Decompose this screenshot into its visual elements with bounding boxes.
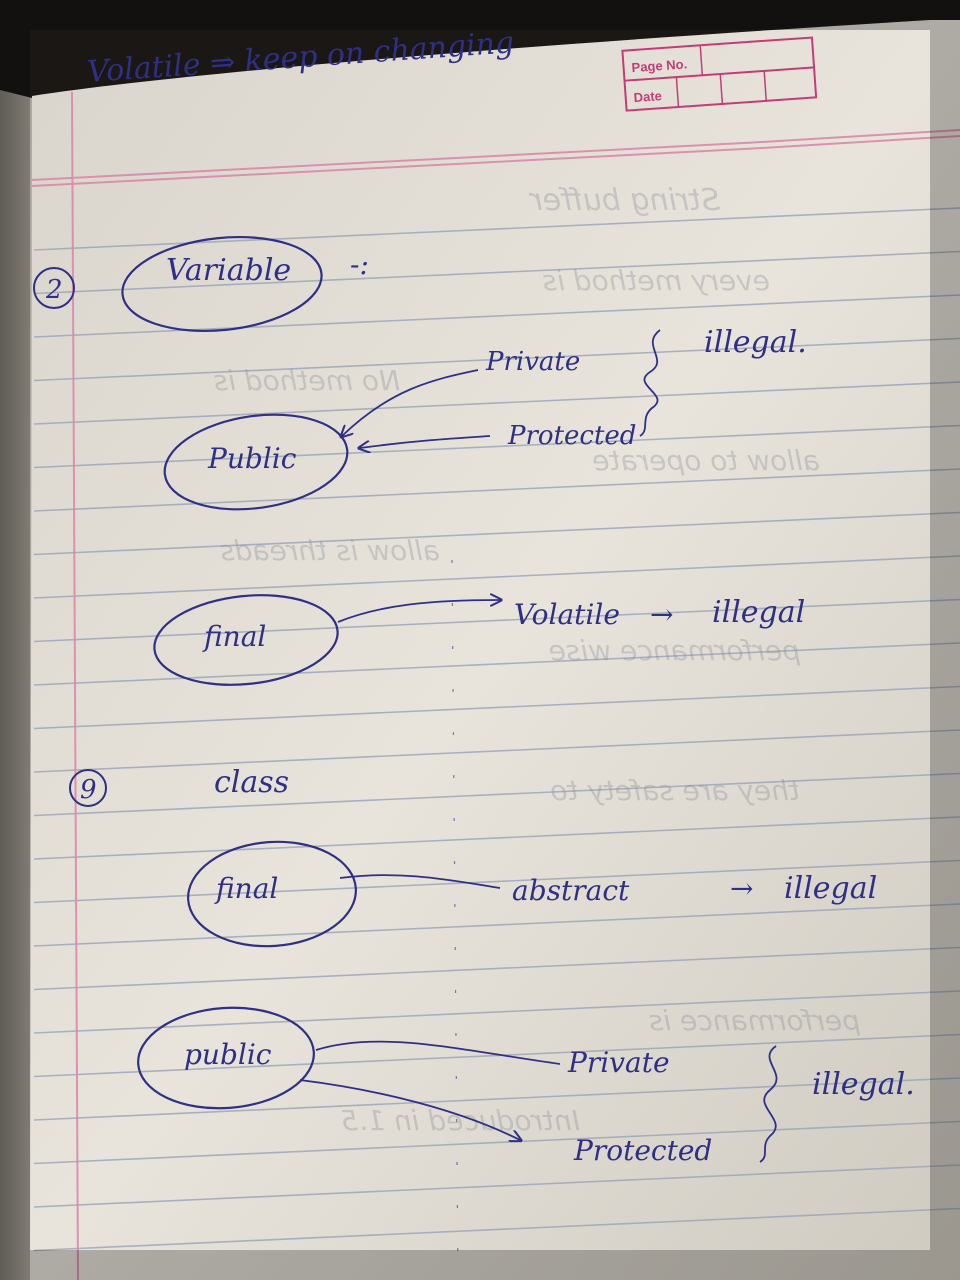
variable-label: Variable (166, 253, 292, 288)
illegal-result: illegal. (704, 325, 807, 360)
svg-text:String buffer: String buffer (530, 183, 720, 218)
page-no-label: Page No. (631, 56, 688, 76)
illegal-result: illegal. (812, 1067, 915, 1102)
svg-text:allow is threads: allow is threads (220, 534, 440, 567)
colon-symbol: -: (350, 248, 369, 281)
final-label: final (216, 872, 279, 905)
public-label: Public (208, 442, 297, 475)
volatile-target: Volatile (514, 598, 620, 631)
svg-text:2: 2 (46, 275, 63, 305)
svg-text:every method is: every method is (542, 264, 770, 297)
private-target: Private (568, 1046, 670, 1079)
final-label: final (204, 620, 267, 653)
title-note: Volatile ⇒ keep on changing (86, 25, 516, 90)
private-target: Private (486, 347, 581, 377)
svg-text:performance is: performance is (648, 1004, 860, 1037)
svg-text:allow to operate: allow to operate (592, 444, 820, 477)
class-heading: class (214, 765, 290, 800)
protected-target: Protected (508, 421, 637, 451)
public-label: public (184, 1038, 272, 1071)
illegal-result: illegal (784, 871, 878, 906)
svg-text:Introduced in 1.5: Introduced in 1.5 (340, 1104, 580, 1137)
date-label: Date (633, 88, 663, 106)
svg-text:9: 9 (80, 775, 97, 805)
illegal-result: illegal (712, 595, 806, 630)
svg-text:performance wise: performance wise (548, 634, 800, 667)
arrow-symbol: → (730, 872, 754, 905)
arrow-symbol: → (650, 598, 674, 631)
abstract-target: abstract (512, 874, 630, 907)
svg-text:they are safety to: they are safety to (550, 774, 800, 807)
svg-text:No method is: No method is (213, 364, 400, 397)
protected-target: Protected (574, 1134, 713, 1167)
